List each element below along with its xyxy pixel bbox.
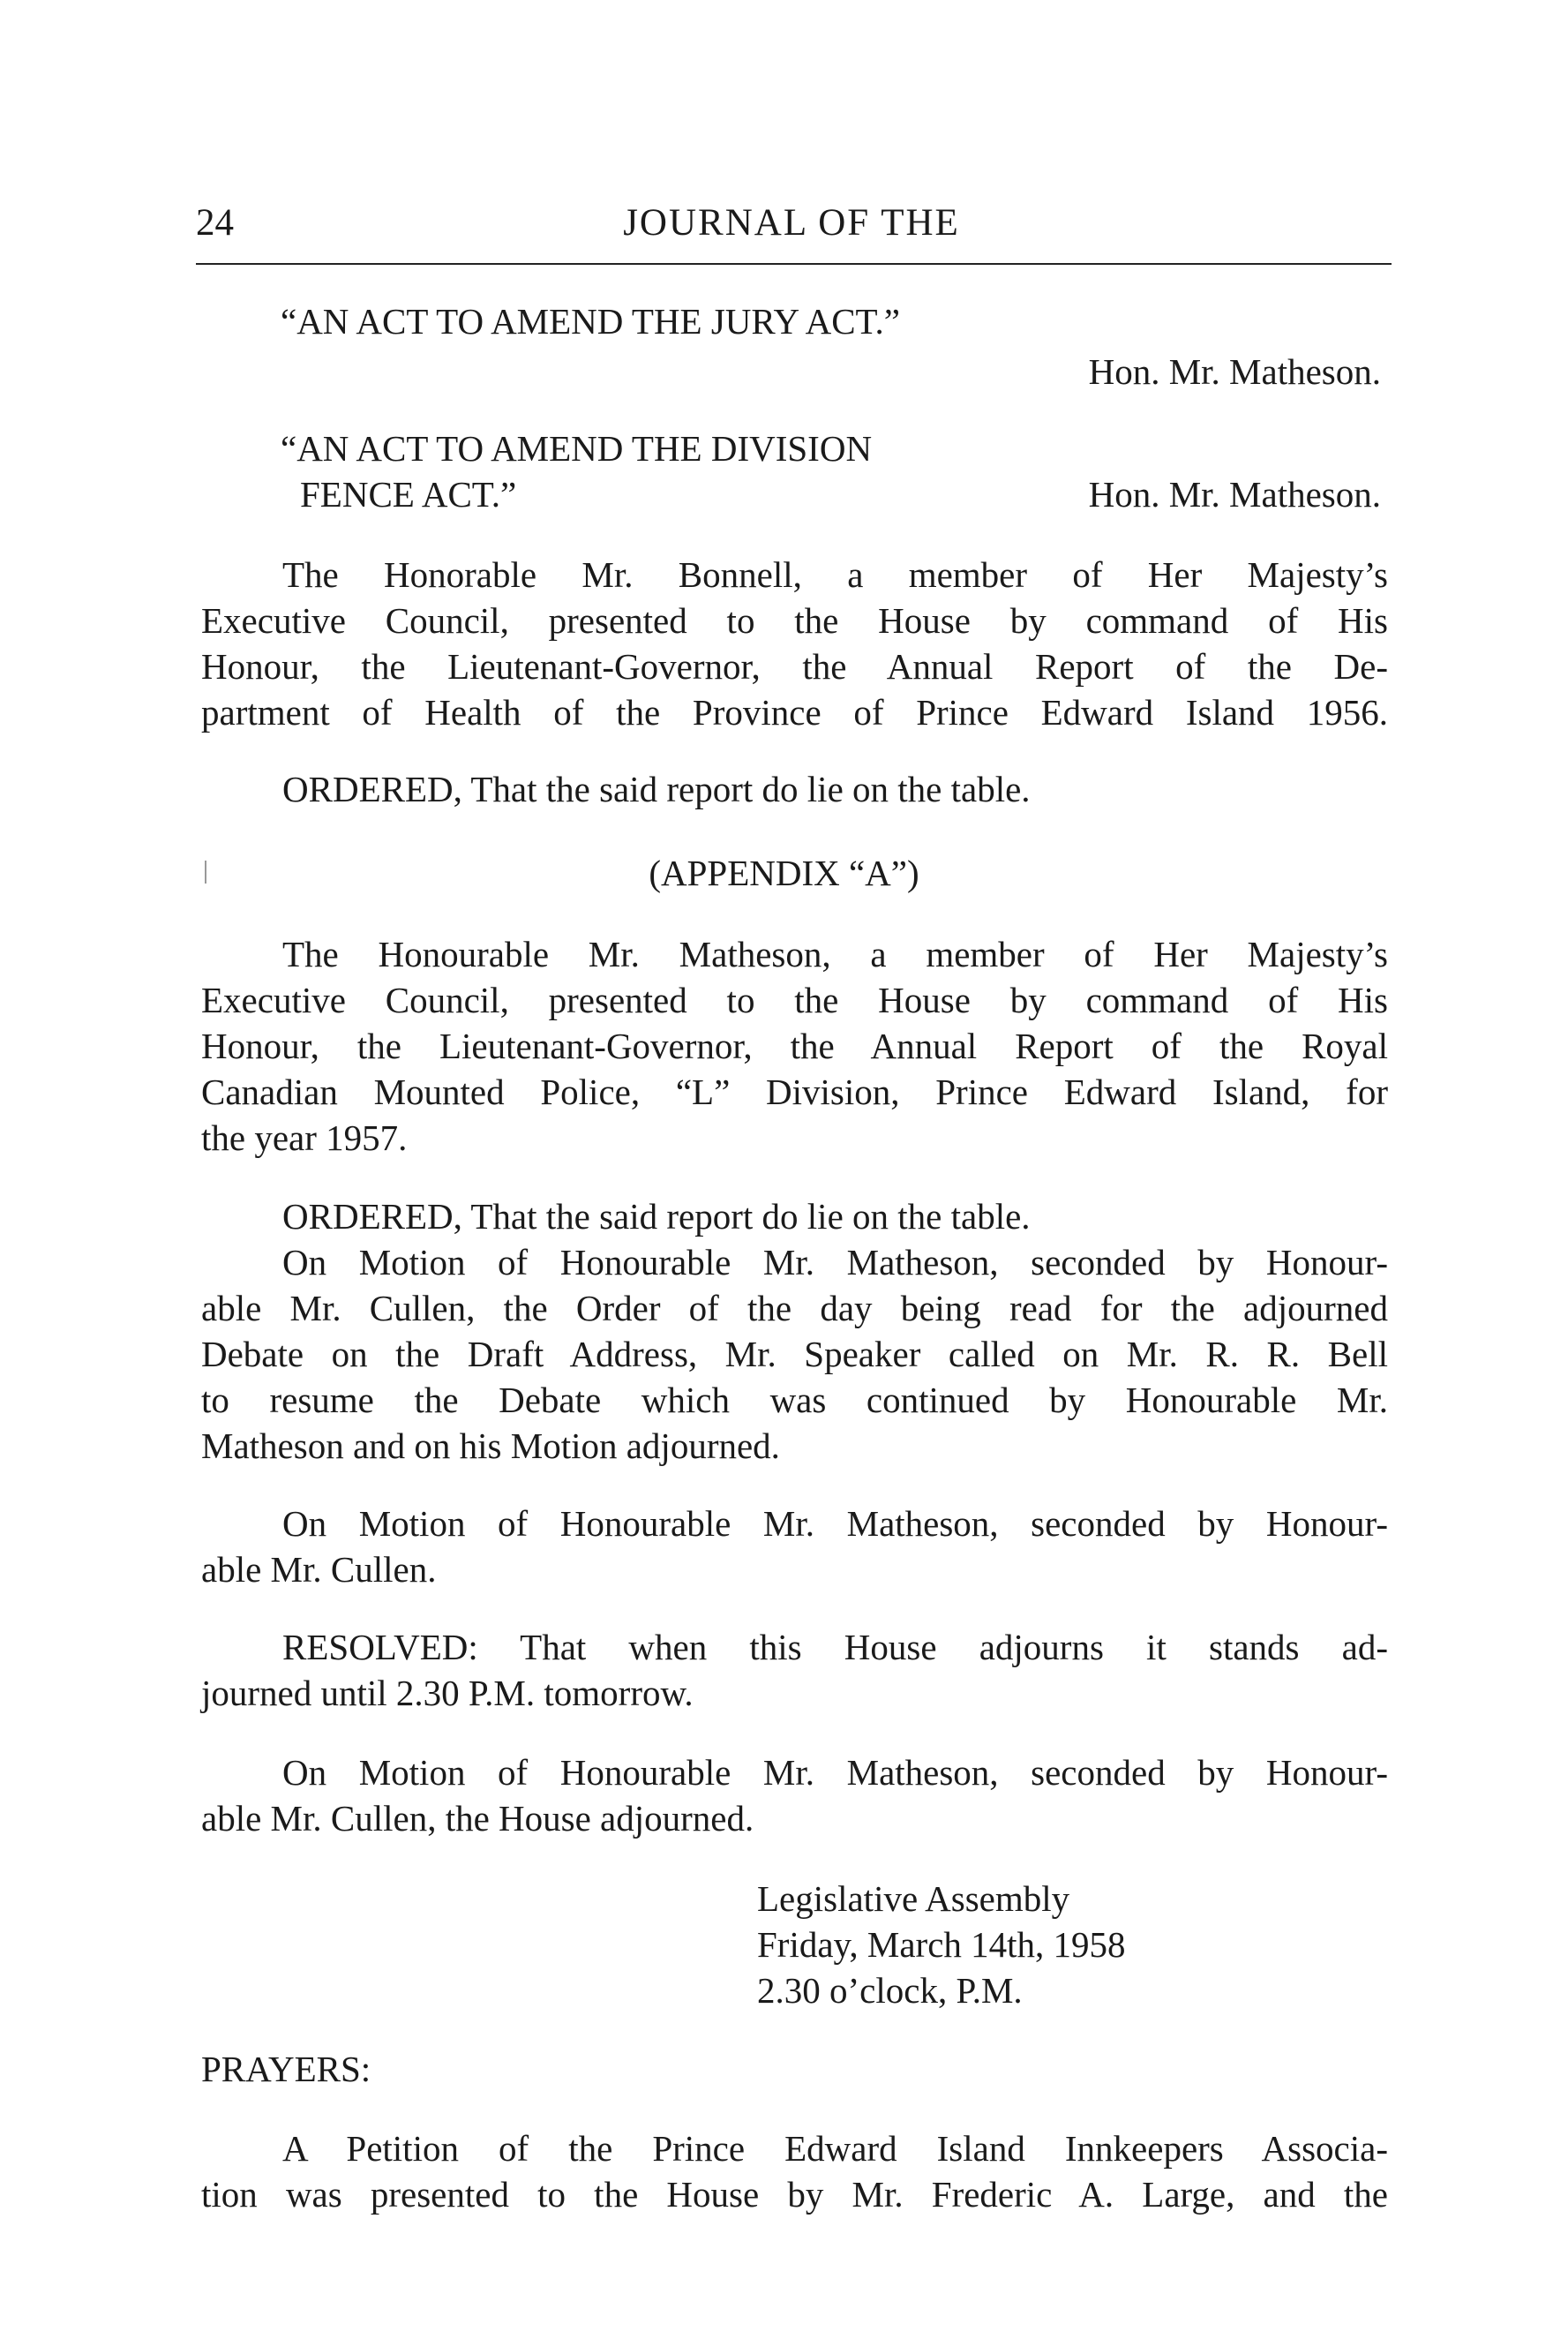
prayers-heading: PRAYERS: — [201, 2049, 371, 2089]
paragraph-line: The Honourable Mr. Matheson, a member of Her Majesty’s — [282, 934, 1388, 974]
paragraph-line: On Motion of Honourable Mr. Matheson, seconded by Honour- — [282, 1503, 1388, 1544]
paragraph-line: On Motion of Honourable Mr. Matheson, seconded by Honour- — [282, 1242, 1388, 1282]
session-line: Legislative Assembly — [757, 1878, 1070, 1919]
ordered-1: ORDERED, That the said report do lie on the table. — [282, 769, 1031, 809]
paragraph-line: the year 1957. — [201, 1117, 408, 1158]
paragraph-line: The Honorable Mr. Bonnell, a member of Her Majesty’s — [282, 554, 1388, 595]
act-2-title-line-1: “AN ACT TO AMEND THE DIVISION — [281, 428, 873, 469]
act-1-title: “AN ACT TO AMEND THE JURY ACT.” — [281, 301, 900, 342]
paragraph-line: able Mr. Cullen. — [201, 1549, 437, 1590]
ordered-2: ORDERED, That the said report do lie on the table. — [282, 1196, 1031, 1237]
paragraph-line: able Mr. Cullen, the House adjourned. — [201, 1798, 754, 1839]
paragraph-line: RESOLVED: That when this House adjourns it stands ad- — [282, 1627, 1388, 1667]
act-2-title-line-2: FENCE ACT.” — [300, 474, 517, 515]
session-line: Friday, March 14th, 1958 — [757, 1924, 1126, 1965]
paragraph-line: Honour, the Lieutenant-Governor, the Annual Report of the De- — [201, 646, 1388, 687]
paragraph-line: A Petition of the Prince Edward Island Innkeepers Associa- — [282, 2128, 1388, 2169]
paragraph-line: to resume the Debate which was continued by Honourable Mr. — [201, 1380, 1388, 1420]
header-rule — [196, 263, 1392, 265]
paragraph-line: On Motion of Honourable Mr. Matheson, seconded by Honour- — [282, 1752, 1388, 1793]
page-number: 24 — [196, 202, 234, 244]
running-title: JOURNAL OF THE — [623, 202, 960, 244]
paragraph-line: Canadian Mounted Police, “L” Division, Prince Edward Island, for — [201, 1072, 1388, 1112]
paragraph-line: partment of Health of the Province of Prince Edward Island 1956. — [201, 692, 1388, 733]
paragraph-line: tion was presented to the House by Mr. Frederic A. Large, and the — [201, 2174, 1388, 2215]
act-1-sponsor: Hon. Mr. Matheson. — [1088, 351, 1381, 392]
act-2-sponsor: Hon. Mr. Matheson. — [1088, 474, 1381, 515]
paragraph-line: journed until 2.30 P.M. tomorrow. — [201, 1673, 694, 1713]
session-line: 2.30 o’clock, P.M. — [757, 1970, 1023, 2011]
appendix-heading: (APPENDIX “A”) — [649, 853, 919, 893]
paragraph-line: Matheson and on his Motion adjourned. — [201, 1425, 780, 1466]
paragraph-line: Executive Council, presented to the House by command of His — [201, 980, 1388, 1020]
paragraph-line: able Mr. Cullen, the Order of the day being read for the adjourned — [201, 1288, 1388, 1328]
paragraph-line: Debate on the Draft Address, Mr. Speaker called on Mr. R. R. Bell — [201, 1334, 1388, 1374]
page-header — [196, 201, 1387, 254]
paragraph-line: Executive Council, presented to the House by command of His — [201, 600, 1388, 641]
paragraph-line: Honour, the Lieutenant-Governor, the Annual Report of the Royal — [201, 1026, 1388, 1066]
